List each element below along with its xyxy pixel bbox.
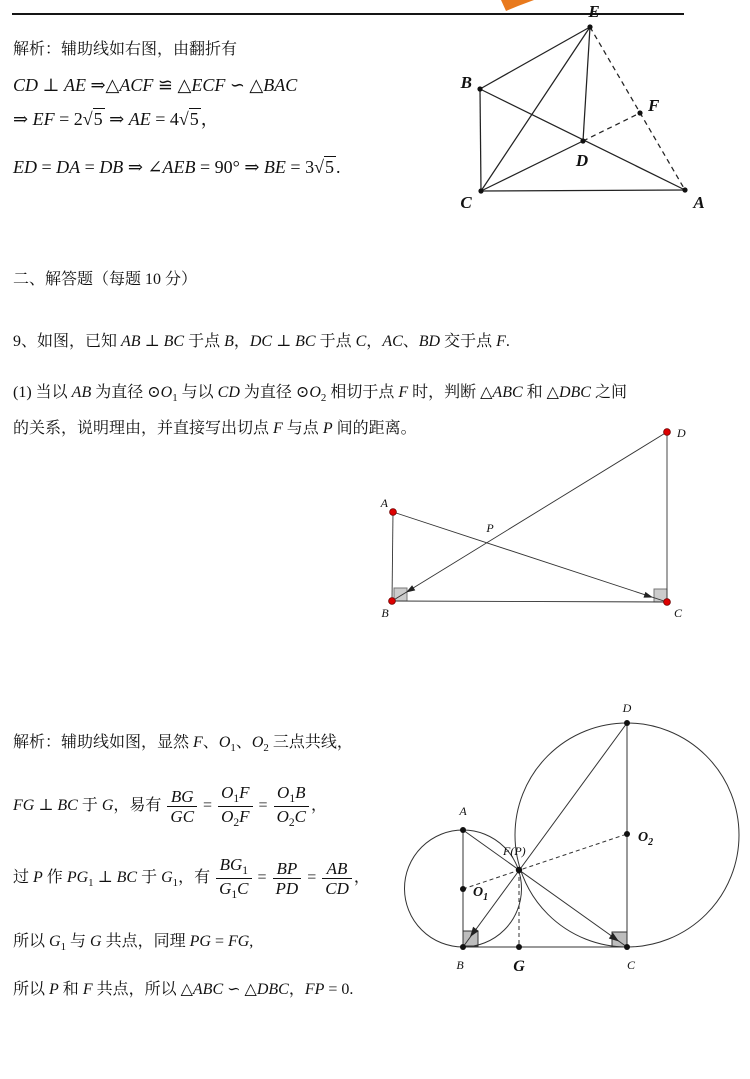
label-P: P [486, 521, 494, 535]
line-BC [480, 89, 481, 191]
solution1-line2: CD ⊥ AE ⇒△ACF ≌ △ECF ∽ △BAC [13, 75, 298, 95]
line-CD [481, 141, 583, 191]
point-A-dot [460, 827, 466, 833]
solution2-line5: 所以 P 和 F 共点，所以 △ABC ∽ △DBC，FP = 0. [13, 981, 354, 998]
label-F-P: F(P) [503, 844, 526, 858]
label-O1-main: O [473, 885, 484, 900]
point-O1-dot [460, 886, 466, 892]
label-D: D [622, 701, 632, 715]
solution2-line1: 解析：辅助线如图，显然 F、$O_1$、$O_2$ 三点共线， [13, 734, 353, 754]
label-C: C [460, 193, 472, 212]
label-C: C [674, 606, 683, 620]
question9-stem: 9、如图，已知 AB ⊥ BC 于点 B，DC ⊥ BC 于点 C，AC、BD 交于点 F. [13, 333, 510, 350]
solution2-line2: FG ⊥ BC 于 G，易有 $\frac{BG}{GC}$ = $\frac{O_1F}{O_2F}$ = $\frac{O_1B}{O_2C}$ ， [13, 783, 327, 829]
arrowhead-at-C [644, 592, 654, 598]
line-CA [481, 190, 685, 191]
label-O1 [473, 885, 488, 903]
point-B-dot [389, 598, 396, 605]
line-DF-dashed [583, 113, 640, 141]
label-A: A [380, 496, 388, 510]
label-O2-main: O [638, 830, 649, 845]
line-EC [481, 27, 590, 191]
figure-two-circles [395, 693, 750, 983]
line-BD [392, 432, 667, 601]
solution1-line3: ⇒ EF = 2√5 ⇒ AE = 4√5 ， [13, 109, 219, 129]
label-O1-sub: 1 [483, 892, 489, 903]
section-heading: 二、解答题（每题 10 分） [13, 271, 198, 288]
label-D: D [575, 151, 589, 170]
line-AC [463, 830, 627, 947]
line-ED [583, 27, 590, 141]
point-G-dot [516, 944, 522, 950]
point-D-dot [664, 429, 671, 436]
line-O1O2-dashed [463, 834, 627, 889]
point-B-dot [477, 86, 482, 91]
point-D-dot [624, 720, 630, 726]
label-A: A [459, 804, 467, 818]
solution1-line1: 解析：辅助线如右图，由翻折有 [13, 41, 238, 58]
point-O2-dot [624, 831, 630, 837]
label-B: B [456, 958, 464, 972]
label-D: D [677, 426, 686, 440]
line-AC [393, 512, 667, 602]
label-F: F [648, 96, 660, 115]
line-EB [480, 27, 590, 89]
label-G: G [513, 958, 525, 975]
point-C-dot [664, 599, 671, 606]
label-O2-sub: 2 [648, 837, 654, 848]
figure-trapezoid-P [375, 425, 720, 625]
point-E-dot [587, 24, 592, 29]
question9-part1-line2: 的关系，说明理由，并直接写出切点 F 与点 P 间的距离。 [13, 420, 417, 437]
solution2-line3: 过 P 作 $PG_1$ ⊥ BC 于 $G_1$，有 $\frac{BG_1}{G_1C}$ = $\frac{BP}{PD}$ = $\frac{AB}{CD}$ ， [13, 855, 370, 901]
figure-triangle-fold [440, 0, 720, 225]
line-BC [392, 601, 667, 602]
line-AB [392, 512, 393, 601]
point-A-dot [682, 187, 687, 192]
point-B-dot [460, 944, 466, 950]
solution1-line4: ED = DA = DB ⇒ ∠AEB = 90° ⇒ BE = 3√5 . [13, 157, 341, 177]
label-A: A [693, 193, 705, 212]
label-E: E [588, 2, 600, 21]
question9-part1-line1: (1) 当以 AB 为直径 $⊙O_1$ 与以 CD 为直径 $⊙O_2$ 相切于点 F 时，判断 △ABC 和 △DBC 之间 [13, 384, 627, 404]
label-B: B [381, 606, 389, 620]
point-C-dot [478, 188, 483, 193]
point-F-dot [516, 867, 522, 873]
line-EA-dashed [590, 27, 685, 190]
point-D-dot [580, 138, 585, 143]
point-C-dot [624, 944, 630, 950]
solution2-line4: 所以 $G_1$ 与 G 共点，同理 PG = FG, [13, 933, 254, 953]
label-O2 [638, 830, 653, 848]
point-F-dot [637, 110, 642, 115]
label-C: C [626, 958, 636, 972]
label-B: B [460, 73, 472, 92]
point-A-dot [390, 509, 397, 516]
